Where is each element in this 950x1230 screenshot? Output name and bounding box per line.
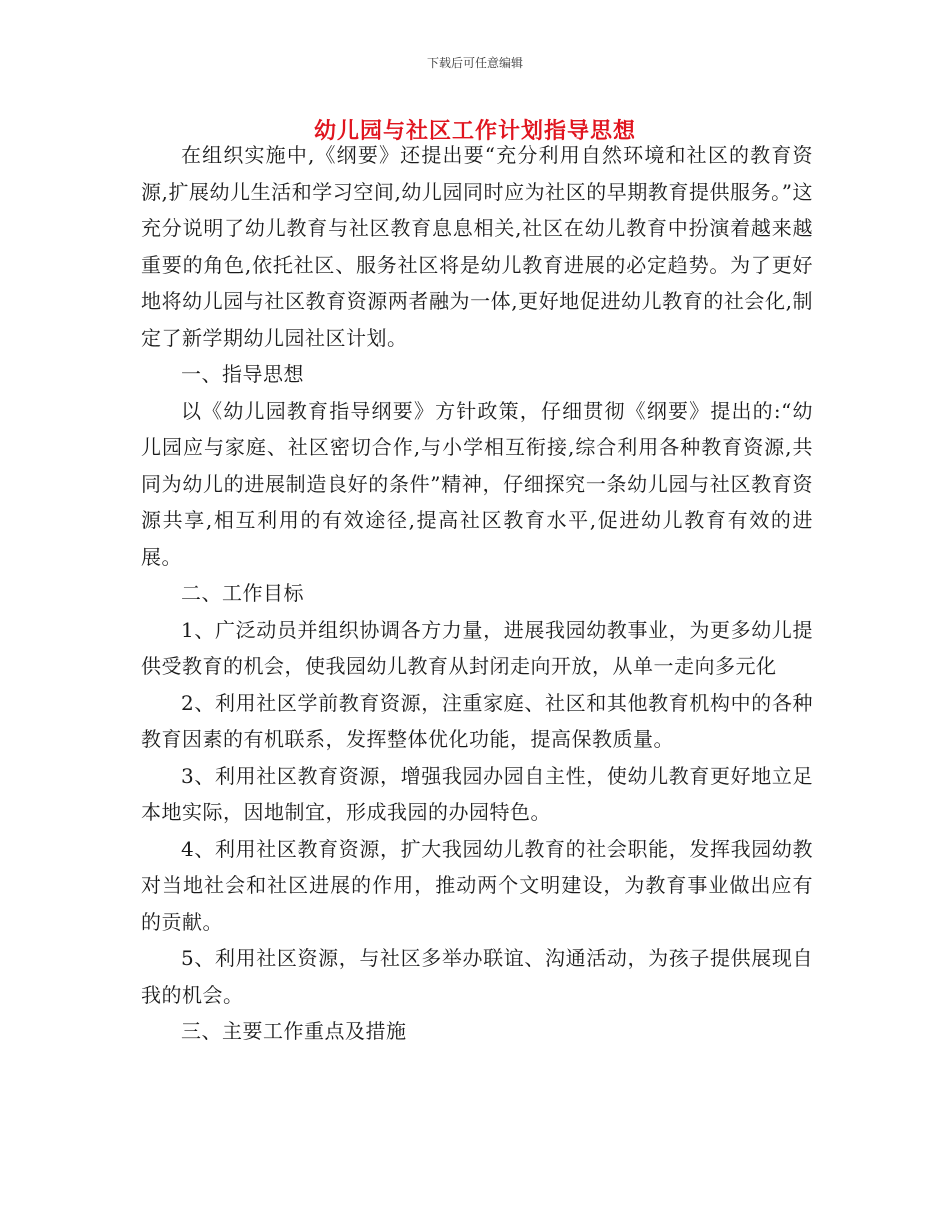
section-heading-key-work: 三、主要工作重点及措施 bbox=[181, 1019, 407, 1043]
goal-item-2: 2、利用社区学前教育资源，注重家庭、社区和其他教育机构中的各种教育因素的有机联系，发挥整体优化功能，提高保教质量。 bbox=[141, 690, 813, 751]
paragraph-intro: 在组织实施中,《纲要》还提出要“充分利用自然环境和社区的教育资源,扩展幼儿生活和学习空间,幼儿园同时应为社区的早期教育提供服务。”这充分说明了幼儿教育与社区教育息息相关,社区在幼儿教育中扮演着越来越重要的角色,依托社区、服务社区将是幼儿教育进展的必定趋势。为了更好地将幼儿园与社区教育资源两者融为一体,更好地促进幼儿教育的社会化,制定了新学期幼儿园社区计划。 bbox=[141, 143, 813, 350]
section-heading-guiding-thought: 一、指导思想 bbox=[181, 362, 304, 386]
document-body bbox=[141, 137, 813, 1050]
document-title: 幼儿园与社区工作计划指导思想 bbox=[313, 119, 636, 144]
header-note: 下载后可任意编辑 bbox=[426, 56, 523, 70]
paragraph-guiding-thought: 以《幼儿园教育指导纲要》方针政策，仔细贯彻《纲要》提出的:“幼儿园应与家庭、社区密切合作,与小学相互衔接,综合利用各种教育资源,共同为幼儿的进展制造良好的条件”精神，仔细探究一条幼儿园与社区教育资源共享,相互利用的有效途径,提高社区教育水平,促进幼儿教育有效的进展。 bbox=[141, 398, 813, 569]
section-heading-work-goals: 二、工作目标 bbox=[181, 581, 304, 605]
goal-item-5: 5、利用社区资源，与社区多举办联谊、沟通活动，为孩子提供展现自我的机会。 bbox=[141, 946, 813, 1007]
goal-item-1: 1、广泛动员并组织协调各方力量，进展我园幼教事业，为更多幼儿提供受教育的机会，使我园幼儿教育从封闭走向开放，从单一走向多元化 bbox=[141, 617, 813, 678]
goal-item-4: 4、利用社区教育资源，扩大我园幼儿教育的社会职能，发挥我园幼教对当地社会和社区进展的作用，推动两个文明建设，为教育事业做出应有的贡献。 bbox=[141, 836, 813, 934]
goal-item-3: 3、利用社区教育资源，增强我园办园自主性，使幼儿教育更好地立足本地实际，因地制宜，形成我园的办园特色。 bbox=[141, 763, 813, 824]
